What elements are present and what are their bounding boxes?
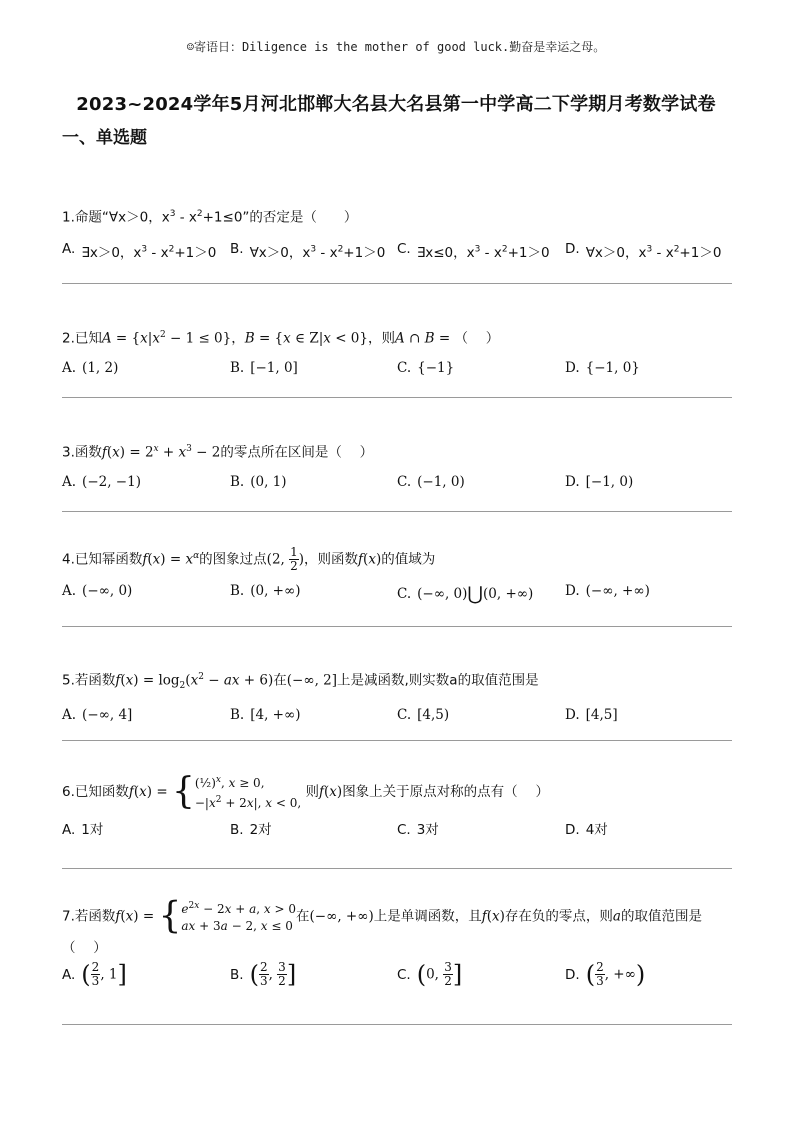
option-b: B. [−1, 0]: [230, 359, 298, 376]
option-d: D. (−∞, +∞): [565, 583, 650, 599]
option-d: D. {−1, 0}: [565, 359, 640, 376]
question-stem: 5.若函数$f(x) = \log_2(x^2$ − ax + 6)在(−∞, 2]上是减函数,则实数a的取值范围是: [62, 672, 539, 692]
option-d: D. [4,5]: [565, 707, 618, 724]
option-a: A. (1, 2): [62, 359, 119, 376]
question-stem: 2.已知$A = \{x|x^2 - 1 \le 0\}$，B = {x ∈ Z|x < 0}，则A ∩ B = （ ）: [62, 330, 500, 347]
exam-title: 2023~2024学年5月河北邯郸大名县大名县第一中学高二下学期月考数学试卷: [76, 94, 716, 115]
question-stem: 4.已知幂函数$f(x) = x^\alpha$的图象过点(2, $\frac{1}{2}$ )，则函数f(x)的值域为: [62, 545, 436, 573]
option-d: D. ∀x＞0，$x^3 - x^2+1>0$: [565, 240, 722, 261]
option-b: B. (0, 1): [230, 473, 287, 490]
option-b: B. [4, +∞): [230, 707, 301, 724]
option-a: A. (−2, −1): [62, 473, 141, 490]
motto-line: ☺寄语日：Diligence is the mother of good luck.勤奋是幸运之母。: [186, 40, 606, 54]
divider: [62, 868, 732, 869]
option-c: C. 3对: [397, 822, 439, 838]
divider: [62, 626, 732, 627]
option-b: B. ∀x＞0，$x^3 - x^2+1>0$: [230, 240, 386, 261]
option-d: D. 4对: [565, 822, 608, 838]
divider: [62, 1024, 732, 1025]
option-c: C. (0, $\frac{3}{2}$ ]: [397, 960, 463, 989]
option-b: B. ( $\frac{2}{3}$ , $\frac{3}{2}$ ]: [230, 960, 297, 989]
divider: [62, 740, 732, 741]
question-stem: 7.若函数f(x) = { $e^{2x} - 2x + a$, x > 0 ax + 3a − 2, x ≤ 0 在(−∞, +∞)上是单调函数，且f(x)存在负的零点，则a的取值范围是: [62, 895, 702, 937]
option-c: C. (−∞, 0)⋃(0, +∞): [397, 583, 534, 605]
option-c: C. (−1, 0): [397, 473, 465, 490]
divider: [62, 511, 732, 512]
question-4: [62, 546, 732, 605]
option-c: C. {−1}: [397, 359, 455, 376]
question-3: [62, 440, 732, 496]
option-a: A. (−∞, 0): [62, 583, 133, 599]
option-a: A. ∃x＞0，$x^3 - x^2+1>0$: [62, 240, 217, 261]
option-b: B. 2对: [230, 822, 272, 838]
option-a: A. (−∞, 4]: [62, 707, 133, 724]
option-b: B. (0, +∞): [230, 583, 301, 599]
question-stem: 3.函数$f(x) = 2^x + x^3 - 2$的零点所在区间是（ ）: [62, 444, 374, 461]
question-5: [62, 668, 732, 729]
question-1: [62, 205, 732, 263]
question-stem: 6.已知函数f(x) = { (½)$^x$, x ≥ 0, $-|x^2 + 2x|$, x < 0, 则f(x)图象上关于原点对称的点有（ ）: [62, 771, 549, 812]
divider: [62, 397, 732, 398]
option-d: D. [−1, 0): [565, 473, 634, 490]
section-heading: 一、单选题: [62, 128, 147, 148]
divider: [62, 283, 732, 284]
option-a: A. 1对: [62, 822, 104, 838]
question-7: 7.若函数f(x) = { $e^{2x} - 2x + a$, x > 0 ax + 3a − 2, x ≤ 0 在(−∞, +∞)上是单调函数，且f(x)存在负的零点，则a的取值范围是 （ ） A. ( $\frac{2}{3}$ , 1] B. ( $\frac{2}{3}$ , $\frac{3}{2}$ ] C. (0, $\frac{3}{2}$ ] D. ( $\frac{2}{3}$ , +∞): [62, 898, 732, 1005]
question-2: [62, 326, 732, 382]
option-a: A. ( $\frac{2}{3}$ , 1]: [62, 960, 127, 989]
option-c: C. [4,5): [397, 707, 450, 724]
question-6: [62, 772, 732, 840]
option-d: D. ( $\frac{2}{3}$ , +∞): [565, 960, 646, 989]
option-c: C. ∃x≤0，$x^3 - x^2+1>0$: [397, 240, 550, 261]
question-stem: 1.命题“∀x＞0，$x^3 - x^2+1\le 0$”的否定是（ ）: [62, 209, 358, 226]
